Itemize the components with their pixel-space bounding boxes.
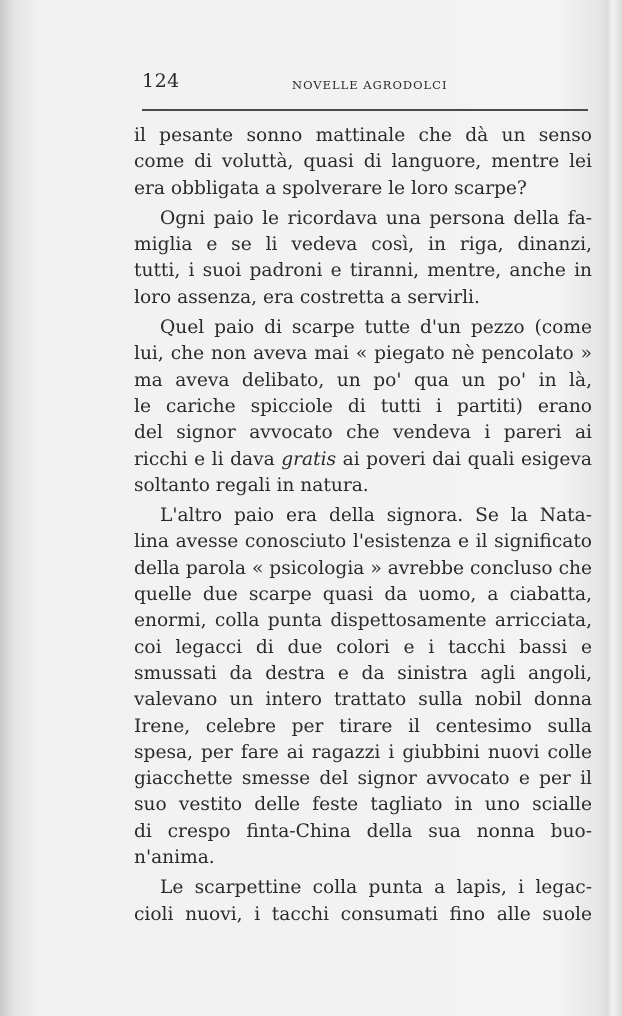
- paragraph: [134, 315, 592, 499]
- paragraph: [134, 123, 592, 202]
- text-line: il pesante sonno mattinale che dà un senso: [134, 125, 592, 146]
- text-line: lina avesse conosciuto l'esistenza e il significato: [134, 531, 592, 553]
- text-line: lui, che non aveva mai « piegato nè pencolato »: [134, 343, 592, 365]
- text-line: loro assenza, era costretta a servirli.: [134, 286, 480, 308]
- text-line: spesa, per fare ai ragazzi i giubbini nuovi colle: [134, 741, 592, 763]
- text-line: come di voluttà, quasi di languore, mentre lei: [134, 151, 592, 173]
- running-head: NOVELLE AGRODOLCI: [292, 78, 448, 92]
- text-line: Quel paio di scarpe tutte d'un pezzo (come: [160, 317, 592, 339]
- text-line: quelle due scarpe quasi da uomo, a ciabatta,: [134, 584, 592, 606]
- text-line: Ogni paio le ricordava una persona della fa-: [160, 207, 592, 229]
- text-fragment: ai poveri dai quali esigeva: [342, 448, 592, 470]
- body-text: [134, 123, 592, 928]
- page-number: 124: [142, 70, 180, 92]
- text-line: valevano un intero trattato sulla nobil donna: [134, 689, 592, 711]
- text-line: del signor avvocato che vendeva i pareri ai: [134, 422, 592, 444]
- text-line: della parola « psicologia » avrebbe concluso che: [134, 557, 592, 579]
- text-line: coi legacci di due colori e i tacchi bassi e: [134, 636, 592, 658]
- text-line: Irene, celebre per tirare il centesimo sulla: [134, 715, 592, 737]
- text-line: era obbligata a spolverare le loro scarpe?: [134, 177, 527, 199]
- page-edge-shadow: [606, 0, 622, 1016]
- text-line: giacchette smesse del signor avvocato e per il: [134, 768, 592, 790]
- paragraph: [134, 503, 592, 871]
- text-line: n'anima.: [134, 847, 215, 869]
- text-line: [134, 447, 592, 473]
- text-line: di crespo finta-China della sua nonna buo-: [134, 820, 592, 842]
- text-line: L'altro paio era della signora. Se la Nata-: [160, 505, 592, 527]
- text-line: Le scarpettine colla punta a lapis, i legac-: [160, 877, 592, 899]
- text-line: smussati da destra e da sinistra agli angoli,: [134, 662, 592, 684]
- text-line: tutti, i suoi padroni e tiranni, mentre, anche in: [134, 260, 592, 282]
- text-line: soltanto regali in natura.: [134, 474, 369, 496]
- paragraph: [134, 206, 592, 311]
- text-line: enormi, colla punta dispettosamente arricciata,: [134, 610, 592, 632]
- paragraph: [134, 875, 592, 928]
- text-line: suo vestito delle feste tagliato in uno scialle: [134, 794, 592, 816]
- page-header: [142, 70, 588, 100]
- text-line: miglia e se li vedeva così, in riga, dinanzi,: [134, 234, 592, 256]
- text-fragment: ricchi e li dava: [134, 448, 275, 470]
- text-line: ma aveva delibato, un po' qua un po' in là,: [134, 369, 592, 391]
- italic-word: gratis: [281, 448, 337, 470]
- header-rule: [142, 109, 588, 111]
- text-line: le cariche spicciole di tutti i partiti) erano: [134, 395, 592, 417]
- text-line: cioli nuovi, i tacchi consumati fino alle suole: [134, 903, 592, 925]
